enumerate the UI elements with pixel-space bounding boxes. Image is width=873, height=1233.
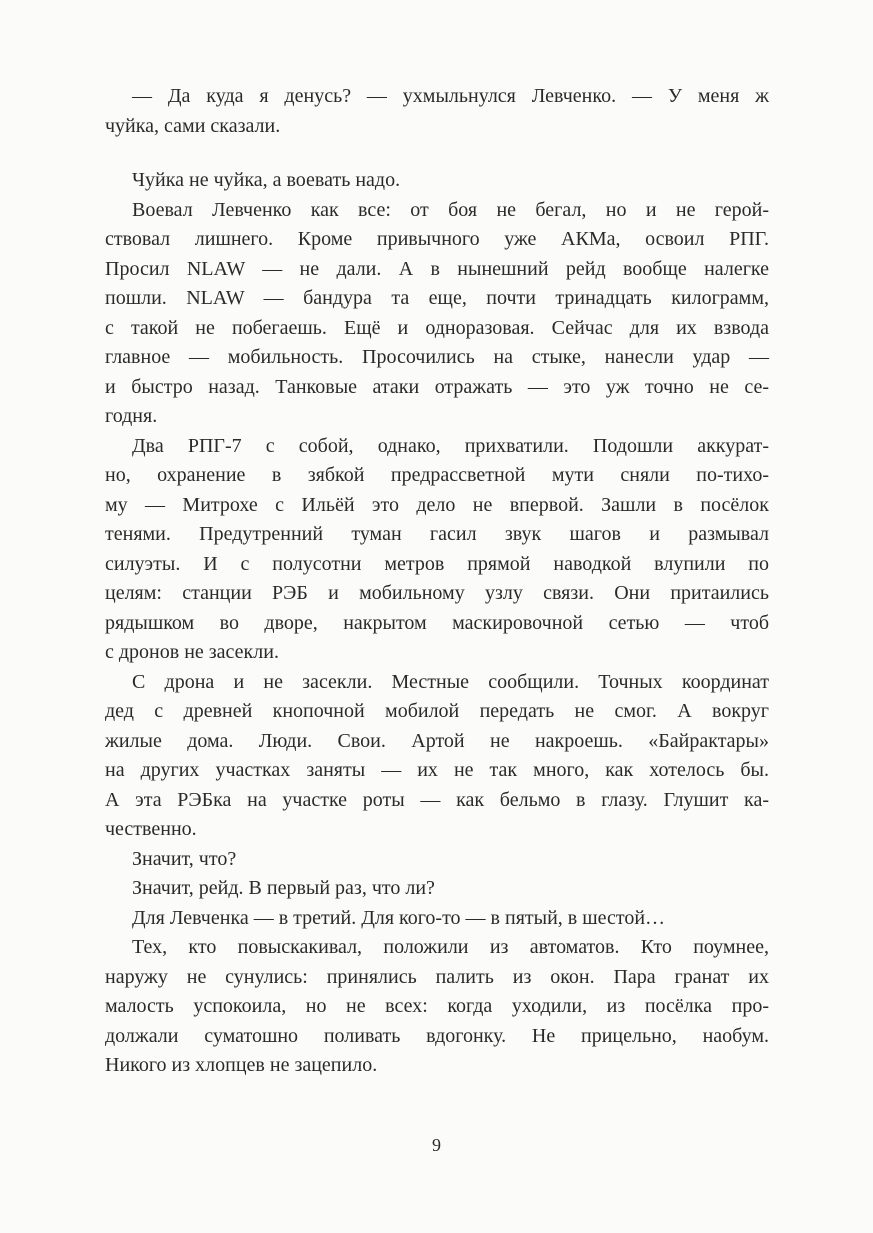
text-line: чуйка, сами сказали. <box>105 114 281 137</box>
paragraph <box>105 904 769 934</box>
text-line: Два РПГ-7 с собой, однако, прихватили. Подошли аккурат- <box>132 434 769 457</box>
text-line: Значит, рейд. В первый раз, что ли? <box>132 877 435 899</box>
paragraph <box>105 933 769 1081</box>
text-line: с такой не побегаешь. Ещё и одноразовая. Сейчас для их взвода <box>105 316 769 339</box>
text-line: Для Левченка — в третий. Для кого-то — в пятый, в шестой… <box>132 906 666 929</box>
text-line: Воевал Левченко как все: от боя не бегал, но и не герой- <box>132 198 769 221</box>
text-line: с дронов не засекли. <box>105 641 279 663</box>
text-line: пошли. NLAW — бандура та еще, почти тринадцать килограмм, <box>105 287 769 309</box>
text-line: ствовал лишнего. Кроме привычного уже АКМа, освоил РПГ. <box>105 228 769 250</box>
text-line: на других участках заняты — их не так много, как хотелось бы. <box>105 759 769 781</box>
text-line: но, охранение в зябкой предрассветной мути сняли по-тихо- <box>105 464 769 486</box>
text-line: должали суматошно поливать вдогонку. Не прицельно, наобум. <box>105 1024 769 1047</box>
text-line: Просил NLAW — не дали. А в нынешний рейд вообще налегке <box>105 257 769 280</box>
text-line: главное — мобильность. Просочились на стыке, нанесли удар — <box>105 346 769 368</box>
text-line: целям: станции РЭБ и мобильному узлу связи. Они притаились <box>105 582 769 604</box>
text-line: наружу не сунулись: принялись палить из окон. Пара гранат их <box>105 965 769 988</box>
text-line: — Да куда я денусь? — ухмыльнулся Левченко. — У меня ж <box>132 85 769 107</box>
text-line: Никого из хлопцев не зацепило. <box>105 1054 378 1076</box>
paragraph <box>105 82 769 141</box>
text-line: му — Митрохе с Ильёй это дело не впервой. Зашли в посёлок <box>105 493 769 516</box>
page-number: 9 <box>432 1135 441 1155</box>
text-line: рядышком во дворе, накрытом маскировочной сетью — чтоб <box>105 611 769 634</box>
paragraph <box>105 196 769 432</box>
text-line: и быстро назад. Танковые атаки отражать — это уж точно не се- <box>105 375 769 398</box>
text-line: С дрона и не засекли. Местные сообщили. Точных координат <box>132 670 769 693</box>
paragraph <box>105 845 769 875</box>
paragraph <box>105 432 769 668</box>
text-line: малость успокоила, но не всех: когда уходили, из посёлка про- <box>105 995 769 1017</box>
text-line: Значит, что? <box>132 847 237 870</box>
paragraph <box>105 874 769 904</box>
paragraph-gap <box>105 141 769 166</box>
body-text <box>105 82 769 1081</box>
text-line: А эта РЭБка на участке роты — как бельмо в глазу. Глушит ка- <box>105 788 769 811</box>
text-line: чественно. <box>105 818 197 840</box>
paragraph <box>105 668 769 845</box>
paragraph <box>105 166 769 196</box>
text-line: годня. <box>105 405 158 427</box>
text-line: жилые дома. Люди. Свои. Артой не накроешь. «Байрактары» <box>105 729 769 752</box>
text-line: дед с древней кнопочной мобилой передать не смог. А вокруг <box>105 700 769 722</box>
text-line: тенями. Предутренний туман гасил звук шагов и размывал <box>105 523 769 545</box>
text-line: Чуйка не чуйка, а воевать надо. <box>132 169 401 191</box>
text-line: силуэты. И с полусотни метров прямой наводкой влупили по <box>105 552 769 575</box>
text-line: Тех, кто повыскакивал, положили из автоматов. Кто поумнее, <box>132 936 769 958</box>
